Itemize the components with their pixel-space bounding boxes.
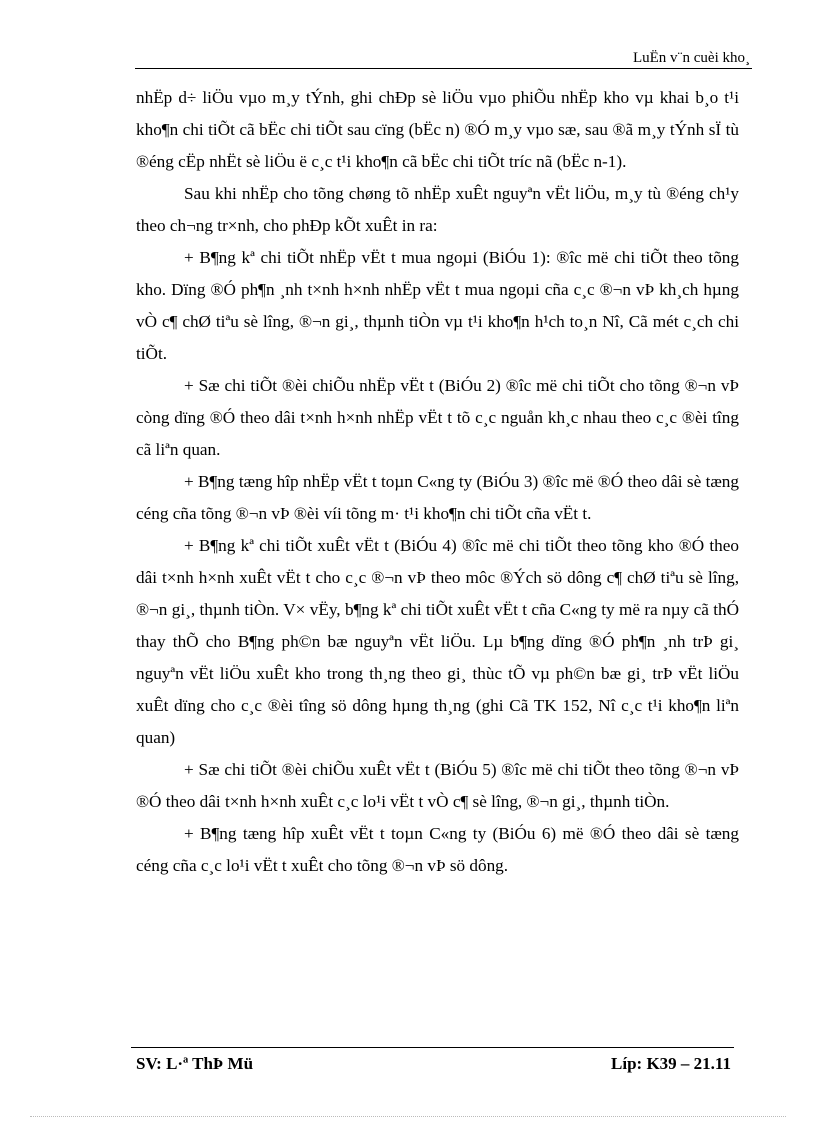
paragraph-2: Sau khi nhËp cho tõng chøng tõ nhËp xuÊt nguyªn vËt liÖu, m¸y tù ®éng ch¹y theo ch¬ng tr×nh, cho phÐp kÕt xuÊt in ra: xyxy=(136,184,739,235)
paragraph-8: + B¶ng tæng hîp xuÊt vËt t toµn C«ng ty (BiÓu 6) më ®Ó theo dâi sè tæng céng cña c¸c lo¹i vËt t xuÊt cho tõng ®¬n vÞ sö dông. xyxy=(136,824,739,875)
paragraph-3: + B¶ng kª chi tiÕt nhËp vËt t mua ngoµi (BiÓu 1): ®îc më chi tiÕt theo tõng kho. Dïng ®Ó ph¶n ¸nh t×nh h×nh nhËp vËt t mua ngoµi cña c¸c ®¬n vÞ kh¸ch hµng vÒ c¶ chØ tiªu sè lîng, ®¬n gi¸, thµnh tiÒn vµ t¹i kho¶n h¹ch to¸n Nî, Cã mét c¸ch chi tiÕt. xyxy=(136,248,739,363)
document-body xyxy=(136,82,739,882)
paragraph-6: + B¶ng kª chi tiÕt xuÊt vËt t (BiÓu 4) ®îc më chi tiÕt theo tõng kho ®Ó theo dâi t×nh h×nh xuÊt vËt t cho c¸c ®¬n vÞ theo môc ®Ých sö dông c¶ chØ tiªu sè lîng, ®¬n gi¸, thµnh tiÒn. V× vËy, b¶ng kª chi tiÕt xuÊt vËt t cña C«ng ty më ra nµy cã thÓ thay thÕ cho B¶ng ph©n bæ nguyªn vËt liÖu. Lµ b¶ng dïng ®Ó ph¶n ¸nh trÞ gi¸ nguyªn vËt liÖu xuÊt kho trong th¸ng theo gi¸ thùc tÕ vµ ph©n bæ gi¸ trÞ vËt liÖu xuÊt dïng cho c¸c ®èi tîng sö dông hµng th¸ng (ghi Cã TK 152, Nî c¸c t¹i kho¶n liªn quan) xyxy=(136,536,739,747)
footer-rule xyxy=(131,1047,734,1048)
paragraph-4: + Sæ chi tiÕt ®èi chiÕu nhËp vËt t (BiÓu 2) ®îc më chi tiÕt cho tõng ®¬n vÞ còng dïng ®Ó theo dâi t×nh h×nh nhËp vËt t tõ c¸c nguån kh¸c nhau theo c¸c ®èi tîng cã liªn quan. xyxy=(136,376,739,459)
header-rule xyxy=(135,68,752,69)
footer-class: Líp: K39 – 21.11 xyxy=(611,1054,731,1073)
paragraph-1: nhËp d÷ liÖu vµo m¸y tÝnh, ghi chÐp sè liÖu vµo phiÕu nhËp kho vµ khai b¸o t¹i kho¶n chi tiÕt cã bËc chi tiÕt sau cïng (bËc n) ®Ó m¸y vµo sæ, sau ®ã m¸y tÝnh sÏ tù ®éng cËp nhËt sè liÖu ë c¸c t¹i kho¶n cã bËc chi tiÕt tríc nã (bËc n-1). xyxy=(136,88,739,171)
page-bottom-border xyxy=(30,1116,786,1117)
paragraph-7: + Sæ chi tiÕt ®èi chiÕu xuÊt vËt t (BiÓu 5) ®îc më chi tiÕt theo tõng ®¬n vÞ ®Ó theo dâi t×nh h×nh xuÊt c¸c lo¹i vËt t vÒ c¶ sè lîng, ®¬n gi¸, thµnh tiÒn. xyxy=(136,760,739,811)
running-header: LuËn v¨n cuèi kho¸ xyxy=(632,50,750,66)
paragraph-5: + B¶ng tæng hîp nhËp vËt t toµn C«ng ty (BiÓu 3) ®îc më ®Ó theo dâi sè tæng céng cña tõng ®¬n vÞ ®èi víi tõng m· t¹i kho¶n chi tiÕt cña vËt t. xyxy=(136,472,739,523)
footer-student: SV: L·ª ThÞ Mü xyxy=(136,1054,254,1073)
